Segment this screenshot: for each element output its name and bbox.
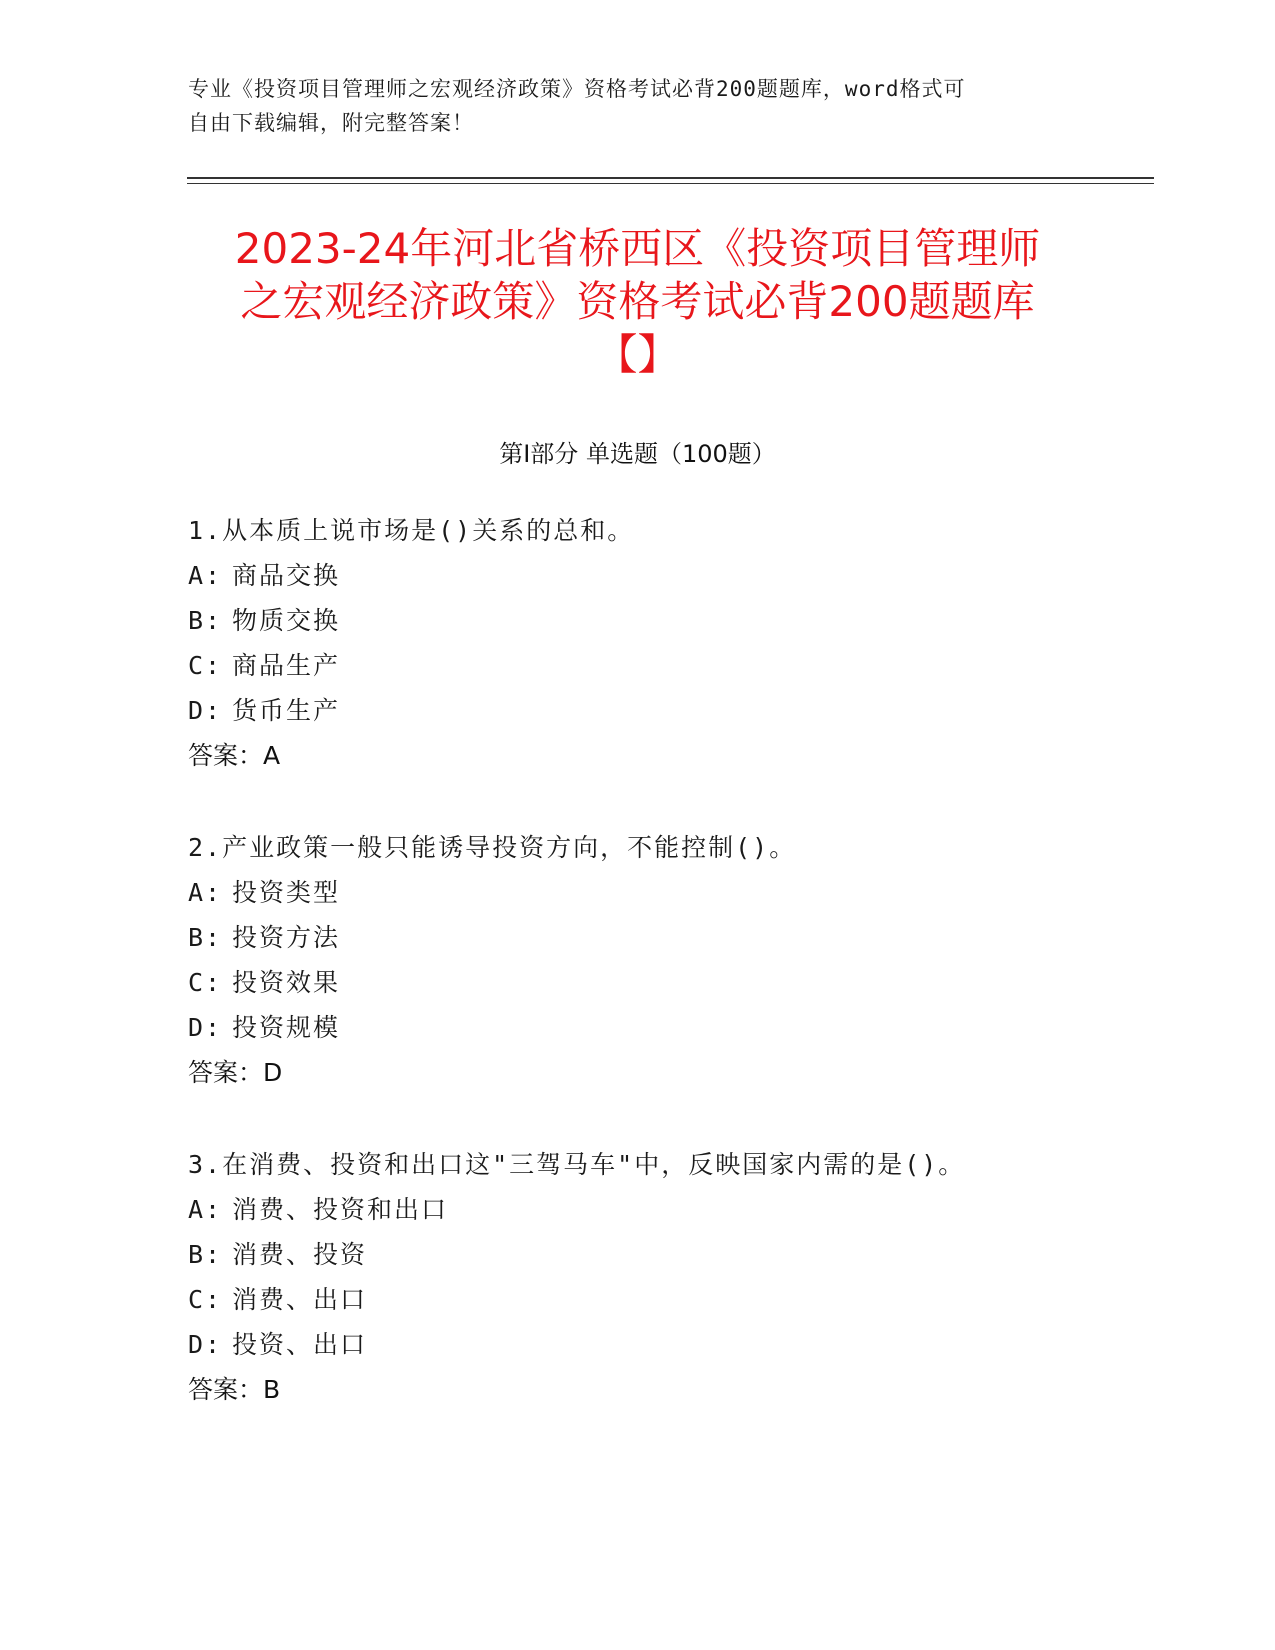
option-key: A: xyxy=(188,561,223,590)
option-key: D: xyxy=(188,1330,223,1359)
option-c xyxy=(188,960,1148,1005)
question-2 xyxy=(188,825,1148,1095)
header-note xyxy=(188,72,1068,140)
option-key: B: xyxy=(188,606,223,635)
option-key: C: xyxy=(188,968,223,997)
document-title-line-1: 2023-24年河北省桥西区《投资项目管理师 xyxy=(234,224,1041,273)
option-key: D: xyxy=(188,1013,223,1042)
option-c xyxy=(188,1277,1148,1322)
option-text: 投资、出口 xyxy=(232,1330,368,1359)
option-b xyxy=(188,915,1148,960)
option-key: B: xyxy=(188,1240,223,1269)
option-text: 投资规模 xyxy=(232,1013,341,1042)
document-title-line-3: 【】 xyxy=(595,330,680,379)
answer: 答案：A xyxy=(188,741,281,770)
option-d xyxy=(188,1322,1148,1367)
option-b xyxy=(188,598,1148,643)
option-key: B: xyxy=(188,923,223,952)
option-text: 投资类型 xyxy=(232,878,341,907)
question-stem: 1.从本质上说市场是()关系的总和。 xyxy=(188,516,635,545)
option-a xyxy=(188,870,1148,915)
question-1 xyxy=(188,508,1148,778)
option-c xyxy=(188,643,1148,688)
option-text: 货币生产 xyxy=(232,696,341,725)
option-key: D: xyxy=(188,696,223,725)
option-key: C: xyxy=(188,1285,223,1314)
option-text: 商品交换 xyxy=(232,561,341,590)
question-3 xyxy=(188,1142,1148,1412)
header-divider-thin xyxy=(187,183,1154,184)
option-d xyxy=(188,1005,1148,1050)
option-text: 消费、投资和出口 xyxy=(232,1195,449,1224)
question-stem: 2.产业政策一般只能诱导投资方向，不能控制()。 xyxy=(188,833,797,862)
option-text: 投资方法 xyxy=(232,923,341,952)
answer: 答案：D xyxy=(188,1058,283,1087)
option-text: 物质交换 xyxy=(232,606,341,635)
answer: 答案：B xyxy=(188,1375,281,1404)
option-d xyxy=(188,688,1148,733)
header-note-line-2: 自由下载编辑，附完整答案！ xyxy=(188,111,474,135)
option-key: A: xyxy=(188,878,223,907)
header-divider-thick xyxy=(187,177,1154,179)
document-title xyxy=(170,222,1105,381)
document-title-line-2: 之宏观经济政策》资格考试必背200题题库 xyxy=(240,277,1035,326)
header-note-line-1: 专业《投资项目管理师之宏观经济政策》资格考试必背200题题库，word格式可 xyxy=(188,77,966,101)
option-text: 消费、投资 xyxy=(232,1240,368,1269)
option-a xyxy=(188,553,1148,598)
option-text: 消费、出口 xyxy=(232,1285,368,1314)
option-key: A: xyxy=(188,1195,223,1224)
option-text: 商品生产 xyxy=(232,651,341,680)
option-text: 投资效果 xyxy=(232,968,341,997)
option-key: C: xyxy=(188,651,223,680)
option-a xyxy=(188,1187,1148,1232)
section-heading: 第I部分 单选题（100题） xyxy=(499,440,776,468)
question-stem: 3.在消费、投资和出口这"三驾马车"中，反映国家内需的是()。 xyxy=(188,1150,966,1179)
option-b xyxy=(188,1232,1148,1277)
